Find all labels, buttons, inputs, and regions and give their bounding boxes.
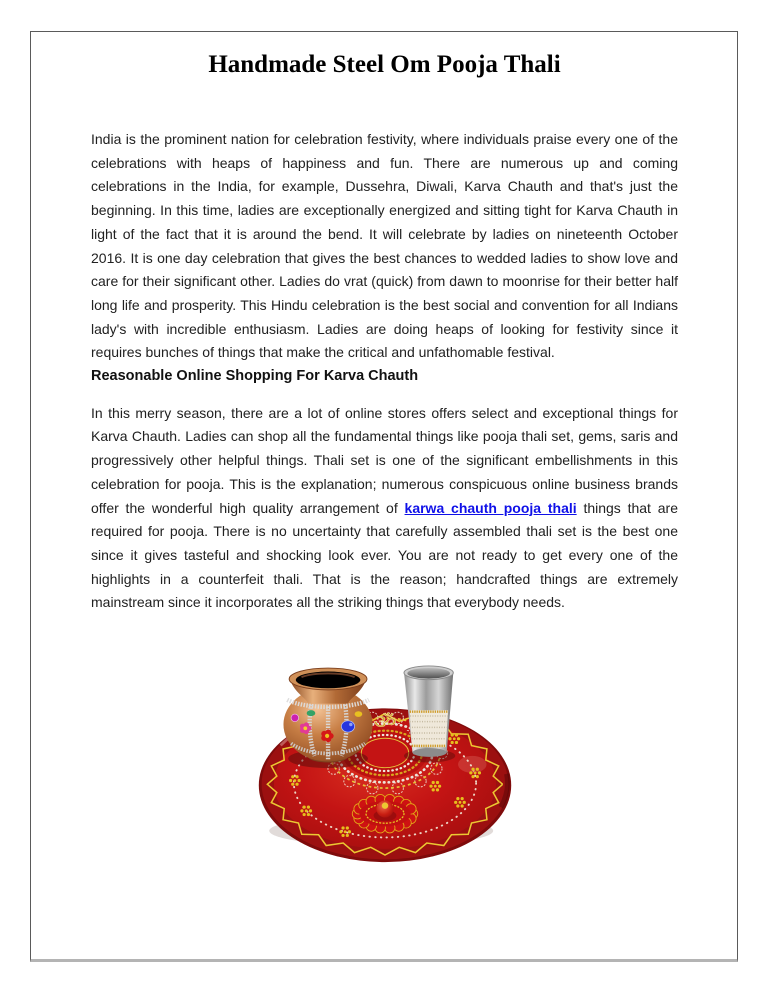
paragraph-text-after-link: things that are required for pooja. There is no uncertainty that carefully assembled thali set is the best one since it gives tasteful and shocking look ever. You are not ready to get every one of the highlights in a counterfeit thali. That is the reason; handcrafted things are extremely mainstream since it incorporates all the striking things that everybody needs. [91, 499, 678, 611]
paragraph-text-before-link: In this merry season, there are a lot of online stores offers select and exceptional things for Karva Chauth. Ladies can shop all the fundamental things like pooja thali set, gems, saris and progressively other helpful things. Thali set is one of the significant embellishments in this celebration for pooja. This is the explanation; numerous conspicuous online business brands offer the wonderful high quality arrangement of [91, 404, 678, 516]
pooja-thali-photo [251, 641, 519, 864]
pooja-thali-figure [91, 641, 678, 869]
page-title: Handmade Steel Om Pooja Thali [208, 51, 561, 78]
shopping-paragraph [91, 402, 678, 615]
karwa-chauth-pooja-thali-link[interactable]: karwa chauth pooja thali [404, 499, 577, 516]
om-symbol: ॐ [372, 711, 397, 733]
section-heading: Reasonable Online Shopping For Karva Chauth [91, 368, 419, 385]
document-page [30, 31, 738, 962]
kalash [283, 668, 372, 768]
intro-paragraph: India is the prominent nation for celebration festivity, where individuals praise every one of the celebrations with heaps of happiness and fun. There are numerous up and coming celebrations in the India, for example, Dussehra, Diwali, Karva Chauth and that's just the beginning. In this time, ladies are exceptionally energized and sitting tight for Karva Chauth in light of the fact that it is around the bend. It will celebrate by ladies on nineteenth October 2016. It is one day celebration that gives the best chances to wedded ladies to show love and care for their significant other. Ladies do vrat (quick) from dawn to moonrise for their better half long life and prosperity. This Hindu celebration is the best social and convention for all Indians lady's with incredible enthusiasm. Ladies are doing heaps of looking for festivity since it requires bunches of things that make the critical and unfathomable festival. [91, 131, 678, 361]
